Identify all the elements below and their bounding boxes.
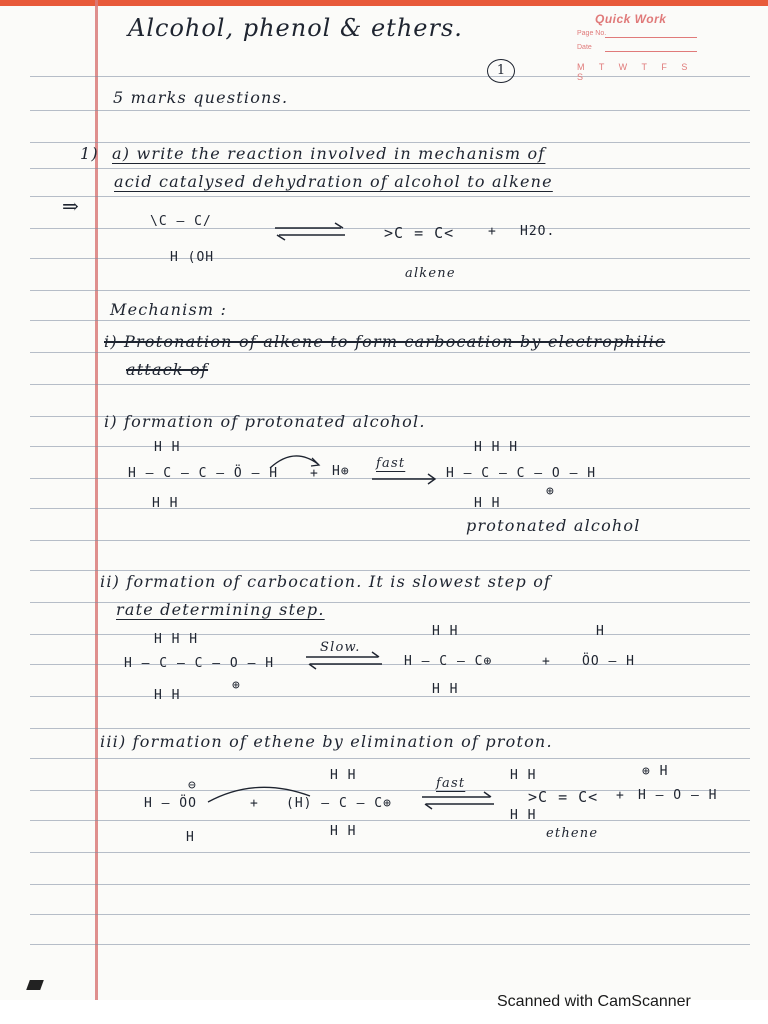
step3-base-bottom: H [186,830,195,845]
step2-product-top: H H [432,624,459,639]
step3-water-top: ⊕ H [642,764,669,779]
step2-plus: + [542,654,551,669]
ruled-line [30,884,750,885]
question-line-1: a) write the reaction involved in mechanism of [112,144,546,163]
question-number: 1) [80,144,99,163]
page-corner-shadow [26,980,44,990]
equilibrium-arrow-icon [306,652,384,670]
step2-bottom-h: H H [154,688,181,703]
ruled-line [30,384,750,385]
step3-base: H — ÖO [144,796,197,811]
ruled-line [30,696,750,697]
ruled-line [30,446,750,447]
scanner-watermark: Scanned with CamScanner [497,993,691,1010]
step2-water-top: H [596,624,605,639]
page-title: Alcohol, phenol & ethers. [128,14,463,42]
overall-reactant-top: \C — C/ [150,214,212,229]
ruled-line [30,914,750,915]
step3-cation: (H) — C — C⊕ [286,796,392,811]
step1-plus: + [310,466,319,481]
step1-top-h: H H [154,440,181,455]
question-line-2: acid catalysed dehydration of alcohol to alkene [114,172,553,191]
step2-heading-line-2: rate determining step. [116,600,325,619]
step1-product-label: protonated alcohol [466,516,641,535]
step3-product-top: H H [510,768,537,783]
page-number: 1 [487,59,515,83]
step3-cation-bottom: H H [330,824,357,839]
step3-cation-top: H H [330,768,357,783]
step2-reactant-charge: ⊕ [232,678,241,693]
step2-reactant: H — C — C — O — H [124,656,275,671]
step1-product-bottom: H H [474,496,501,511]
step3-base-top: ⊖ [188,778,197,793]
ruled-line [30,570,750,571]
step3-product: >C = C< [528,788,599,806]
step1-heading: i) formation of protonated alcohol. [104,412,426,431]
overall-product-label: alkene [405,266,456,281]
stamp-days: M T W T F S S [577,62,694,82]
ruled-line [30,110,750,111]
ruled-line [30,820,750,821]
step2-product: H — C — C⊕ [404,654,493,669]
equilibrium-arrow-icon [275,222,347,242]
overall-plus: + [488,224,497,239]
step1-product-charge: ⊕ [546,484,555,499]
ruled-line [30,290,750,291]
step2-product-bottom: H H [432,682,459,697]
reaction-arrow-icon [372,474,440,484]
ruled-line [30,320,750,321]
stamp-brand: Quick Work [595,12,667,26]
step3-heading: iii) formation of ethene by elimination of proton. [100,732,553,751]
struck-line-2: attack of [126,360,209,379]
step3-product-label: ethene [546,826,599,841]
ruled-line [30,852,750,853]
ruled-line [30,540,750,541]
struck-line-1: i) Protonation of alkene to form carbocation by electrophilic [104,332,666,351]
overall-product: >C = C< [384,224,455,242]
ruled-line [30,352,750,353]
mechanism-heading: Mechanism : [110,300,228,319]
overall-reactant-bottom: H (OH [170,250,215,265]
step3-plus-1: + [250,796,259,811]
ruled-line [30,258,750,259]
step1-proton: H⊕ [332,464,350,479]
stamp-date-label: Date [577,44,592,51]
ruled-line [30,758,750,759]
step1-reactant: H — C — C — Ö — H [128,466,279,481]
step1-product-top: H H H [474,440,519,455]
step3-water: H — O — H [638,788,718,803]
equilibrium-arrow-icon [422,792,496,810]
ruled-line [30,142,750,143]
quick-work-stamp [573,10,697,82]
step2-arrow-label: Slow. [320,640,361,655]
step1-product: H — C — C — O — H [446,466,597,481]
step1-bottom-h: H H [152,496,179,511]
ruled-line [30,634,750,635]
ruled-line [30,508,750,509]
implies-arrow-icon: ⇒ [62,194,80,218]
step2-heading-line-1: ii) formation of carbocation. It is slowest step of [100,572,552,591]
step1-arrow-label: fast [376,456,406,471]
step3-arrow-label: fast [436,776,466,791]
section-heading: 5 marks questions. [113,88,289,107]
stamp-page-no-label: Page No. [577,30,607,37]
step3-plus-2: + [616,788,625,803]
ruled-line [30,168,750,169]
ruled-line [30,944,750,945]
ruled-line [30,196,750,197]
ruled-line [30,728,750,729]
step3-product-bottom: H H [510,808,537,823]
step2-top-h: H H H [154,632,199,647]
step2-water: ÖO — H [582,654,635,669]
overall-byproduct: H2O. [520,224,556,239]
